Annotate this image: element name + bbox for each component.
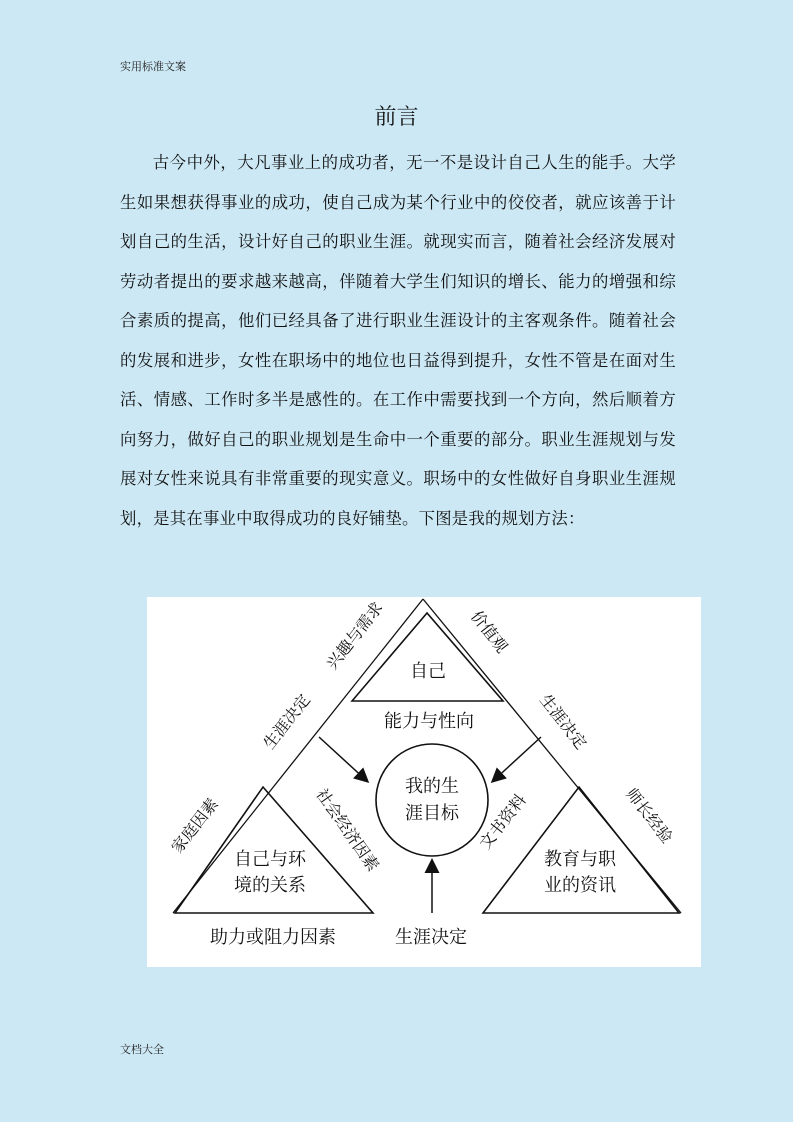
career-planning-diagram: [147, 597, 701, 967]
body-paragraph: 古今中外，大凡事业上的成功者，无一不是设计自己人生的能手。大学生如果想获得事业的成功，使自己成为某个行业中的佼佼者，就应该善于计划自己的生活，设计好自己的职业生涯。就现实而言，随着社会经济发展对劳动者提出的要求越来越高，伴随着大学生们知识的增长、能力的增强和综合素质的提高，他们已经具备了进行职业生涯设计的主客观条件。随着社会的发展和进步，女性在职场中的地位也日益得到提升，女性不管是在面对生活、情感、工作时多半是感性的。在工作中需要找到一个方向，然后顺着方向努力，做好自己的职业规划是生命中一个重要的部分。职业生涯规划与发展对女性来说具有非常重要的现实意义。职场中的女性做好自身职业生涯规划，是其在事业中取得成功的良好铺垫。下图是我的规划方法：: [120, 153, 676, 528]
page-footer: 文档大全: [120, 1043, 164, 1056]
arrow-upper-right: [493, 737, 541, 781]
bottom-center-label: 生涯决定: [395, 927, 467, 948]
top-base-label: 能力与性向: [384, 711, 474, 732]
right-triangle-line2: 业的资讯: [544, 875, 616, 896]
right-inner-side-label: 文书资料: [475, 790, 530, 853]
left-triangle-line1: 自己与环: [234, 849, 306, 870]
upper-left-decision-label: 生涯决定: [259, 690, 314, 753]
right-triangle-line1: 教育与职: [544, 849, 616, 870]
upper-right-decision-label: 生涯决定: [536, 690, 591, 753]
top-left-side-label: 兴趣与需求: [322, 598, 387, 673]
page-header: 实用标准文案: [120, 60, 186, 73]
top-right-side-label: 价值观: [467, 606, 512, 657]
diagram-svg: [147, 597, 701, 967]
center-circle: [376, 744, 488, 856]
page-title: 前言: [374, 105, 419, 130]
left-outer-side-label: 家庭因素: [167, 794, 222, 857]
right-outer-side-label: 师长经验: [622, 784, 677, 847]
arrow-upper-left: [319, 737, 367, 781]
bottom-left-label: 助力或阻力因素: [210, 927, 336, 948]
left-inner-side-label: 社会经济因素: [312, 785, 383, 875]
center-label-line1: 我的生: [405, 776, 459, 797]
left-triangle-line2: 境的关系: [234, 875, 306, 896]
center-label-line2: 涯目标: [405, 803, 459, 824]
top-triangle-label: 自己: [410, 661, 446, 682]
